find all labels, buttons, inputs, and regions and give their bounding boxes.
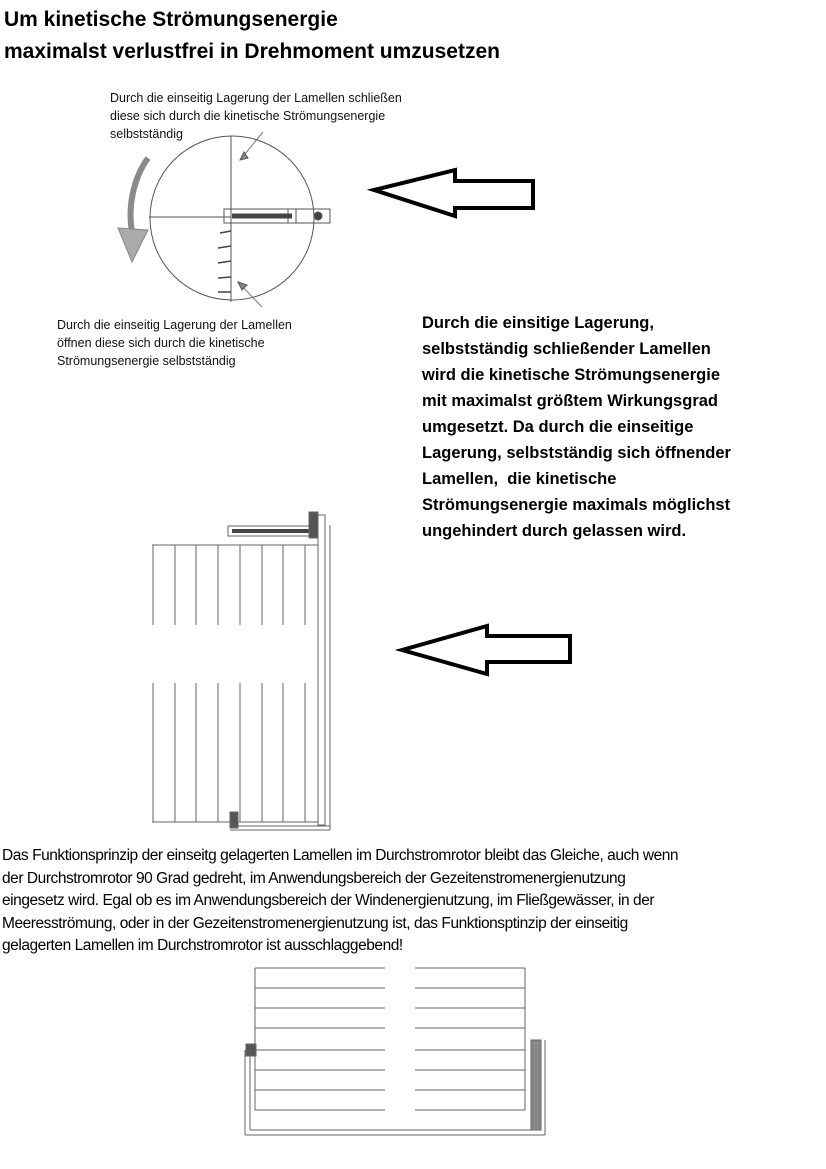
paragraph-line: umgesetzt. Da durch die einseitige xyxy=(422,418,694,436)
caption-line: Strömungsenergie selbstständig xyxy=(57,354,236,368)
caption-line: Durch die einseitig Lagerung der Lamellen schließen xyxy=(110,91,402,105)
paragraph-line: selbstständig schließender Lamellen xyxy=(422,340,711,358)
paragraph-line: Meeresströmung, oder in der Gezeitenstromenergienutzung ist, das Funktionsptinzip der einseitig xyxy=(2,914,628,932)
rotation-arrow-icon xyxy=(118,158,148,262)
paragraph-line: Das Funktionsprinzip der einseitg gelagerten Lamellen im Durchstromrotor bleibt das Gleiche, auch wenn xyxy=(2,847,679,864)
paragraph-line: gelagerten Lamellen im Durchstromrotor ist ausschlaggebend! xyxy=(2,937,403,955)
paragraph-line: Durch die einsitige Lagerung, xyxy=(422,314,654,332)
page-title xyxy=(4,4,500,68)
function-principle-paragraph xyxy=(2,845,678,958)
paragraph-line: mit maximalst größtem Wirkungsgrad xyxy=(422,392,718,410)
caption-closing-lamellae xyxy=(110,89,402,143)
paragraph-line: ungehindert durch gelassen wird. xyxy=(422,522,687,540)
caption-line: öffnen diese sich durch die kinetische xyxy=(57,336,265,350)
paragraph-line: Strömungsenergie maximals möglichst xyxy=(422,496,731,514)
paragraph-line: der Durchstromrotor 90 Grad gedreht, im Anwendungsbereich der Gezeitenstromenergienutzung xyxy=(2,869,626,887)
caption-line: selbstständig xyxy=(110,127,183,141)
paragraph-line: Lamellen, die kinetische xyxy=(422,470,617,488)
flow-direction-arrow-icon xyxy=(374,170,533,216)
title-line: Um kinetische Strömungsenergie xyxy=(4,8,338,31)
bold-explanation-paragraph xyxy=(422,310,731,544)
paragraph-line: eingesetz wird. Egal ob es im Anwendungsbereich der Windenergienutzung, im Fließgewässer, in der xyxy=(2,892,655,910)
caption-line: diese sich durch die kinetische Strömungsenergie xyxy=(110,109,386,123)
rotor-side-view-sketch xyxy=(152,512,330,830)
rotor-top-view-sketch xyxy=(149,132,330,307)
paragraph-line: wird die kinetische Strömungsenergie xyxy=(422,366,720,384)
caption-line: Durch die einseitig Lagerung der Lamellen xyxy=(57,318,292,332)
rotor-rotated-sketch xyxy=(245,968,545,1135)
title-line: maximalst verlustfrei in Drehmoment umzusetzen xyxy=(4,40,500,63)
caption-opening-lamellae xyxy=(57,316,292,370)
paragraph-line: Lagerung, selbstständig sich öffnender xyxy=(422,444,731,462)
flow-direction-arrow-icon xyxy=(402,626,570,674)
